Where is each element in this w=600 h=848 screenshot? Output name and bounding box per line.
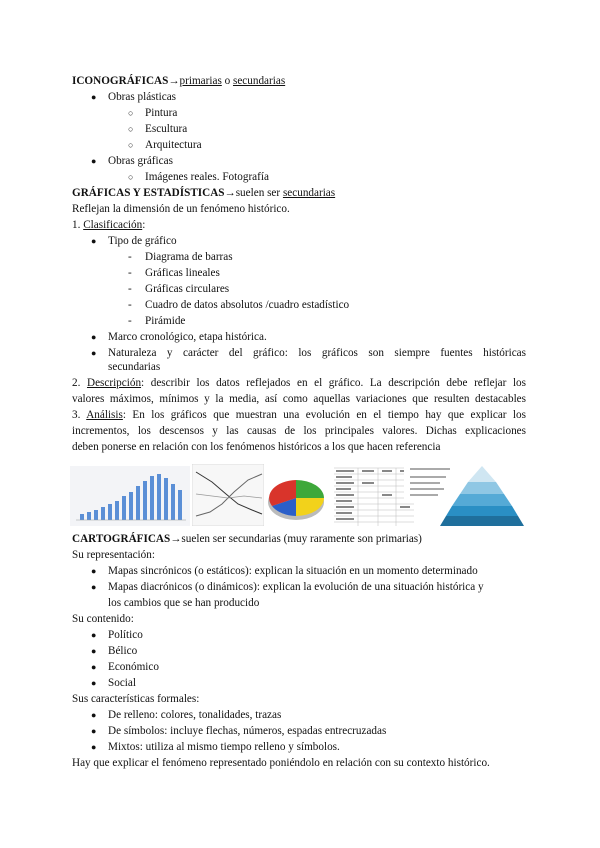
dash-icon: - — [128, 299, 132, 311]
mixtos: Mixtos: utiliza al mismo tiempo relleno y símbolos. — [108, 741, 340, 753]
tipo-grafico: Tipo de gráfico — [108, 235, 177, 247]
bullet-icon: ● — [91, 156, 97, 166]
de-simbolos: De símbolos: incluye flechas, números, espadas entrecruzadas — [108, 725, 387, 737]
imagenes-reales: Imágenes reales. Fotografía — [145, 171, 269, 183]
dash-icon: - — [128, 283, 132, 295]
obras-graficas: Obras gráficas — [108, 155, 173, 167]
bullet-icon: ● — [91, 726, 97, 736]
escultura: Escultura — [145, 123, 188, 135]
analisis-text: : En los gráficos que muestran una evolución en el tiempo hay que explicar los — [122, 409, 526, 421]
pyramid-chart-image — [440, 464, 524, 528]
primarias-text: primarias — [179, 75, 222, 87]
analisis-line1 — [72, 408, 526, 422]
clasificacion-heading — [72, 218, 145, 232]
su-representacion: Su representación: — [72, 549, 155, 561]
conclusion: Hay que explicar el fenómeno representado poniéndolo en relación con su contexto histórico. — [72, 757, 490, 769]
naturaleza-line2: secundarias — [108, 361, 161, 373]
analisis-number: 3. — [72, 409, 87, 421]
sus-caracteristicas: Sus características formales: — [72, 693, 200, 705]
bullet-icon: ● — [91, 92, 97, 102]
cartograficas-heading — [72, 532, 422, 546]
iconograficas-title: ICONOGRÁFICAS — [72, 75, 169, 87]
dash-icon: - — [128, 267, 132, 279]
contenido-item: Social — [108, 677, 136, 689]
circle-bullet-icon: ○ — [128, 124, 134, 134]
bullet-icon: ● — [91, 566, 97, 576]
contenido-item: Político — [108, 629, 143, 641]
descripcion-number: 2. — [72, 377, 87, 389]
bullet-icon: ● — [91, 678, 97, 688]
clasificacion-label: Clasificación — [83, 219, 143, 231]
bullet-icon: ● — [91, 662, 97, 672]
bullet-icon: ● — [91, 582, 97, 592]
line-chart-image — [192, 464, 264, 526]
o-text: o — [221, 75, 233, 87]
arrow-icon: → — [224, 187, 236, 199]
arquitectura: Arquitectura — [145, 139, 202, 151]
pintura: Pintura — [145, 107, 178, 119]
bullet-icon: ● — [91, 646, 97, 656]
analisis-label: Análisis — [86, 409, 123, 421]
cartograficas-subtitle: suelen ser secundarias (muy raramente son primarias) — [181, 533, 422, 545]
analisis-line2: incrementos, los descensos y las causas de los principales valores. Dichas explicaciones — [72, 425, 526, 437]
graficas-intro: Reflejan la dimensión de un fenómeno histórico. — [72, 203, 290, 215]
descripcion-line1 — [72, 376, 526, 390]
analisis-line3: deben ponerse en relación con los fenómenos históricos a los que hacen referencia — [72, 441, 441, 453]
bullet-icon: ● — [91, 742, 97, 752]
descripcion-label: Descripción — [86, 377, 142, 389]
circle-bullet-icon: ○ — [128, 108, 134, 118]
secundarias-text: secundarias — [282, 187, 336, 199]
arrow-icon: → — [170, 533, 182, 545]
suelen-text: suelen ser — [235, 187, 283, 199]
colon-text: : — [142, 219, 146, 231]
bullet-icon: ● — [91, 710, 97, 720]
data-table-image — [334, 464, 414, 528]
cartograficas-title: CARTOGRÁFICAS — [72, 533, 171, 545]
tipo-item: Gráficas circulares — [145, 283, 230, 295]
dash-icon: - — [128, 315, 132, 327]
marco-cronologico: Marco cronológico, etapa histórica. — [108, 331, 267, 343]
descripcion-text: : describir los datos reflejados en el gráfico. La descripción debe reflejar los — [141, 377, 527, 389]
naturaleza-line1: Naturaleza y carácter del gráfico: los gráficos son siempre fuentes históricas — [108, 347, 526, 359]
tipo-item: Pirámide — [145, 315, 186, 327]
arrow-icon: → — [168, 75, 180, 87]
mapas-diacronicos-line1: Mapas diacrónicos (o dinámicos): explican la evolución de una situación histórica y — [108, 581, 484, 593]
tipo-item: Gráficas lineales — [145, 267, 220, 279]
contenido-item: Bélico — [108, 645, 138, 657]
circle-bullet-icon: ○ — [128, 172, 134, 182]
clasificacion-number: 1. — [72, 219, 84, 231]
graficas-heading — [72, 186, 335, 200]
obras-plasticas: Obras plásticas — [108, 91, 177, 103]
bullet-icon: ● — [91, 348, 97, 358]
bullet-icon: ● — [91, 236, 97, 246]
bullet-icon: ● — [91, 630, 97, 640]
graficas-title: GRÁFICAS Y ESTADÍSTICAS — [72, 187, 225, 199]
contenido-item: Económico — [108, 661, 159, 673]
mapas-diacronicos-line2: los cambios que se han producido — [108, 597, 260, 609]
bar-chart-image — [70, 466, 190, 526]
tipo-item: Cuadro de datos absolutos /cuadro estadístico — [145, 299, 350, 311]
circle-bullet-icon: ○ — [128, 140, 134, 150]
secundarias-text: secundarias — [232, 75, 286, 87]
bullet-icon: ● — [91, 332, 97, 342]
de-relleno: De relleno: colores, tonalidades, trazas — [108, 709, 282, 721]
tipo-item: Diagrama de barras — [145, 251, 233, 263]
iconograficas-heading — [72, 74, 285, 88]
su-contenido: Su contenido: — [72, 613, 134, 625]
descripcion-line2: valores máximos, mínimos y la media, así como aquellas variaciones que resulten destacables — [72, 393, 526, 405]
mapas-sincronicos: Mapas sincrónicos (o estáticos): explican la situación en un momento determinado — [108, 565, 478, 577]
dash-icon: - — [128, 251, 132, 263]
pie-chart-image — [266, 476, 326, 522]
